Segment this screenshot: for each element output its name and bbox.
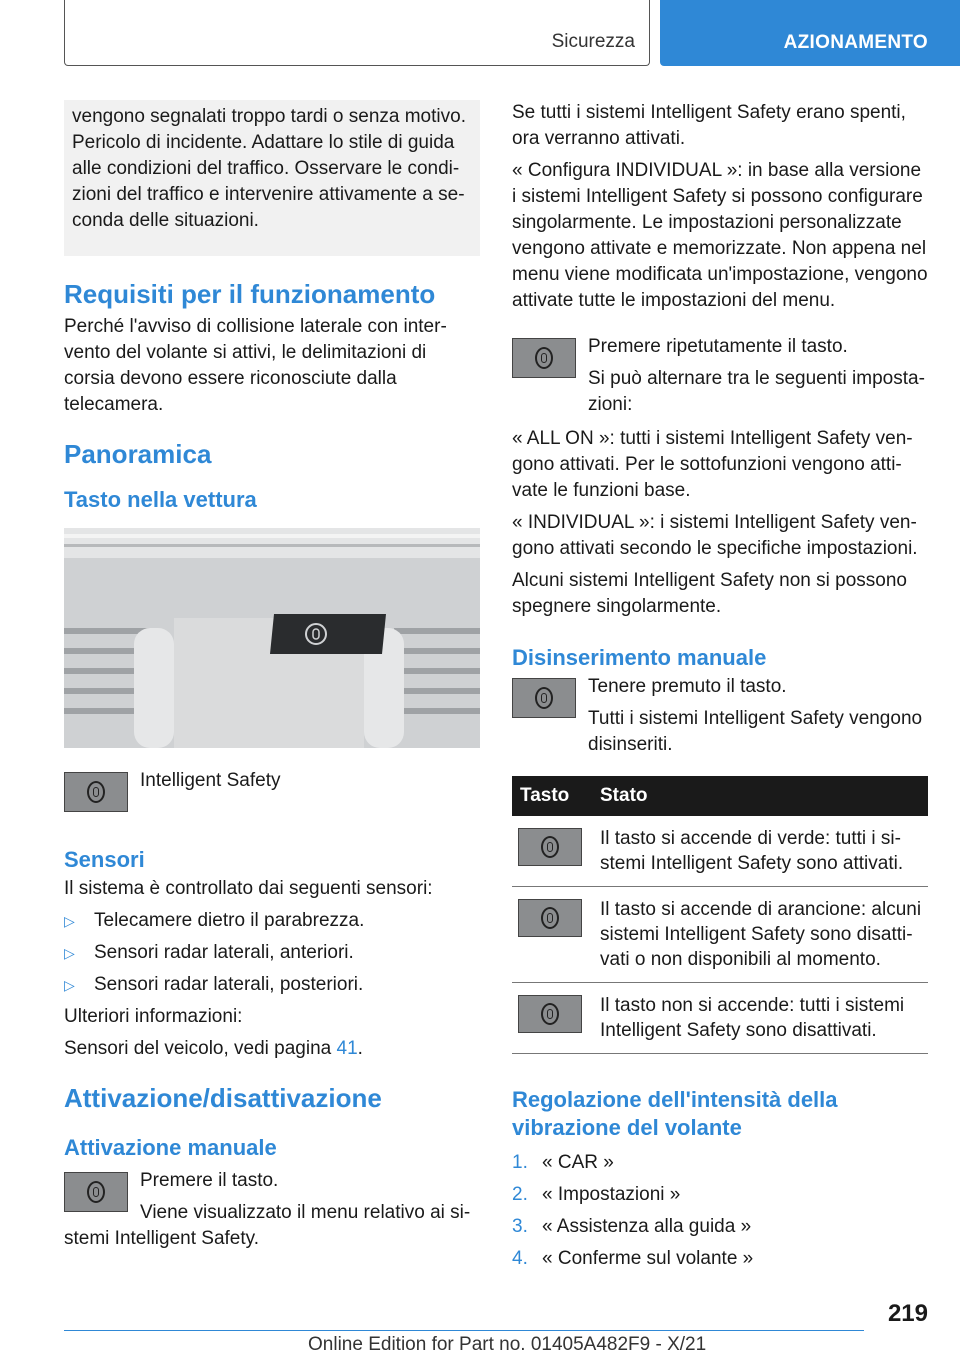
intelligent-safety-icon — [518, 828, 582, 866]
step-text: « Assistenza alla guida » — [542, 1216, 752, 1237]
deactivation-row — [512, 674, 928, 758]
footer-divider — [64, 1330, 864, 1331]
all-on-text: « ALL ON »: tutti i sistemi Intelligent Safety vengono attivati. Per le sottofunzioni vengono attivate le funzioni base. — [512, 428, 913, 501]
status-table — [512, 776, 928, 1054]
intelligent-safety-icon — [518, 995, 582, 1033]
see-text: Sensori del veicolo, vedi pagina — [64, 1038, 337, 1059]
intelligent-safety-icon — [512, 678, 576, 718]
table-header-row — [512, 776, 928, 816]
button-heading: Tasto nella vettura — [64, 487, 257, 512]
more-info-label: Ulteriori informazioni: — [64, 1006, 243, 1027]
intelligent-safety-label: Intelligent Safety — [140, 770, 281, 791]
manual-activation-text: Viene visualizzato il menu relativo ai sistemi Intelligent Safety. — [64, 1202, 471, 1249]
list-item — [512, 1182, 928, 1208]
deactivation-press-text: Tenere premuto il tasto. — [588, 676, 787, 697]
paragraph-2: « Configura INDIVIDUAL »: in base alla versione i sistemi Intelligent Safety si possono configurare singolarmente. Le impostazioni personalizzate vengono attivate e memorizzate. Non appena nel menu viene modificata un'impostazione, vengono attivate tutte le impostazioni del menu. — [512, 160, 928, 311]
table-row — [512, 983, 928, 1054]
sensors-heading: Sensori — [64, 847, 145, 872]
footer-edition: Online Edition for Part no. 01405A482F9 - X/21 — [308, 1334, 707, 1355]
header-section-box — [64, 0, 650, 66]
step-number: 2. — [512, 1184, 528, 1205]
table-row — [512, 887, 928, 983]
manual-activation-text-a — [64, 1200, 480, 1252]
see-reference — [64, 1036, 480, 1062]
paragraph-1: Se tutti i sistemi Intelligent Safety erano spenti, ora verranno attivati. — [512, 102, 906, 149]
header-chapter-box — [660, 0, 960, 66]
repeat-text: Si può alternare tra le seguenti impostazioni: — [588, 368, 925, 415]
sensors-intro: Il sistema è controllato dai seguenti sensori: — [64, 878, 433, 899]
requirements-text: Perché l'avviso di collisione laterale con intervento del volante si attivi, le delimitazioni di corsia devono essere riconosciute dalla telecamera. — [64, 316, 447, 415]
list-item: ▷ Sensori radar laterali, posteriori. — [64, 972, 480, 998]
dashboard-button-photo — [64, 528, 480, 748]
list-item: ▷ Sensori radar laterali, anteriori. — [64, 940, 480, 966]
intelligent-safety-row — [64, 768, 480, 830]
activation-heading: Attivazione/disattivazione — [64, 1083, 382, 1113]
some-systems-text: Alcuni sistemi Intelligent Safety non si possono spegnere singolarmente. — [512, 570, 907, 617]
step-number: 3. — [512, 1216, 528, 1237]
see-end: . — [357, 1038, 363, 1059]
deactivation-text: Tutti i sistemi Intelligent Safety vengono disinseriti. — [588, 708, 923, 755]
page-link[interactable]: 41 — [336, 1038, 358, 1059]
column-header-key: Tasto — [512, 776, 592, 816]
intelligent-safety-icon — [512, 338, 576, 378]
step-text: « Conferme sul volante » — [542, 1248, 754, 1269]
list-item — [512, 1150, 928, 1176]
warning-box — [64, 100, 480, 256]
header-chapter-title: AZIONAMENTO — [783, 32, 928, 53]
page-number: 219 — [887, 1300, 928, 1327]
vibration-heading: Regolazione dell'intensità della vibrazione del volante — [512, 1087, 838, 1140]
intelligent-safety-icon — [64, 772, 128, 812]
manual-activation-row — [64, 1168, 480, 1249]
step-number: 1. — [512, 1152, 528, 1173]
list-item — [512, 1246, 928, 1272]
status-text: Il tasto si accende di arancione: alcuni sistemi Intelligent Safety sono disattivati o non disponibili al momento. — [592, 887, 928, 983]
requirements-heading: Requisiti per il funzionamento — [64, 279, 436, 309]
manual-press-text: Premere il tasto. — [140, 1170, 279, 1191]
list-item: ▷ Telecamere dietro il parabrezza. — [64, 908, 480, 934]
individual-text: « INDIVIDUAL »: i sistemi Intelligent Safety vengono attivati secondo le specifiche impostazioni. — [512, 512, 918, 559]
step-text: « CAR » — [542, 1152, 614, 1173]
left-column — [64, 100, 480, 1249]
step-number: 4. — [512, 1248, 528, 1269]
step-text: « Impostazioni » — [542, 1184, 681, 1205]
intelligent-safety-icon — [518, 899, 582, 937]
steps-list — [512, 1150, 928, 1272]
repeat-press-row — [512, 334, 928, 418]
manual-activation-heading: Attivazione manuale — [64, 1135, 277, 1160]
deactivation-heading: Disinserimento manuale — [512, 645, 767, 670]
right-column — [512, 100, 928, 1278]
table-row — [512, 816, 928, 887]
sensors-list — [64, 908, 480, 998]
status-text: Il tasto si accende di verde: tutti i sistemi Intelligent Safety sono attivati. — [592, 816, 928, 887]
overview-heading: Panoramica — [64, 439, 212, 469]
status-text: Il tasto non si accende: tutti i sistemi Intelligent Safety sono disattivati. — [592, 983, 928, 1054]
list-item — [512, 1214, 928, 1240]
warning-text: vengono segnalati troppo tardi o senza motivo. Pericolo di incidente. Adattare lo stile di guida alle condizioni del traffico. Osservare le condizioni del traffico e intervenire attivamente a seconda delle situazioni. — [72, 106, 466, 231]
repeat-press-text: Premere ripetutamente il tasto. — [588, 336, 848, 357]
header-section-title: Sicurezza — [551, 31, 635, 52]
column-header-status: Stato — [592, 776, 928, 816]
